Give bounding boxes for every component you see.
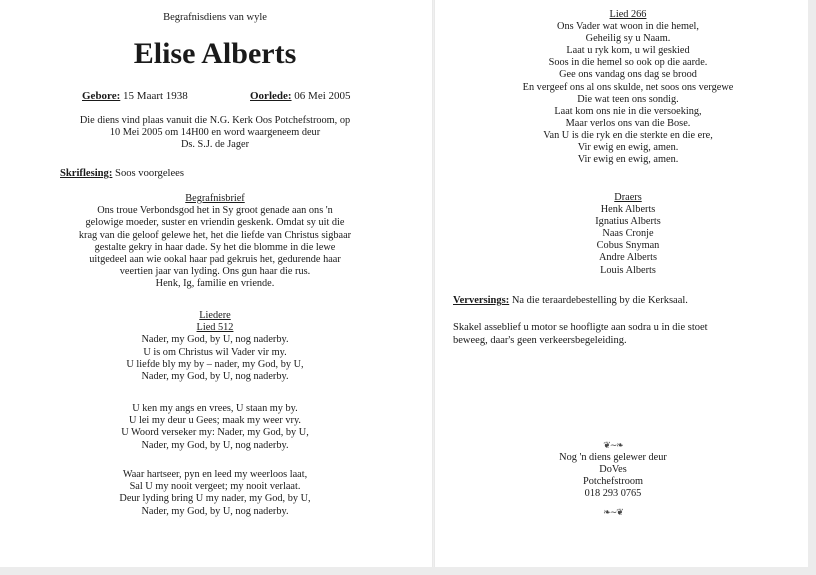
funeral-letter bbox=[0, 193, 430, 291]
letter-line: uitgedeel aan wie ookal haar pad gekruis het, gedurende haar bbox=[89, 254, 341, 266]
hymn-title: Lied 266 bbox=[609, 9, 647, 20]
songs-section bbox=[0, 310, 430, 383]
right-page bbox=[440, 0, 816, 575]
song-title: Lied 512 bbox=[196, 322, 234, 334]
bearer-name: Ignatius Alberts bbox=[595, 216, 661, 228]
song-line: U ken my angs en vrees, U staan my by. bbox=[132, 403, 298, 414]
undertaker-phone: 018 293 0765 bbox=[584, 488, 642, 500]
letter-line: gestalte gekry in haar dade. Sy het die blomme in die lewe bbox=[94, 241, 336, 253]
scan-edge-right bbox=[808, 0, 816, 575]
song-line: Deur lyding bring U my nader, my God, by U, bbox=[119, 493, 311, 505]
letter-line: gelowige moeder, suster en vriendin geskenk. Omdat sy uit die bbox=[85, 217, 345, 229]
hymn-line: Ons Vader wat woon in die hemel, bbox=[557, 21, 699, 33]
hymn-line: Soos in die hemel so ook op die aarde. bbox=[548, 57, 708, 69]
song-line: U is om Christus wil Vader vir my. bbox=[143, 346, 287, 358]
service-line: Ds. S.J. de Jager bbox=[180, 139, 250, 151]
hymn-section bbox=[440, 9, 816, 166]
traffic-notice bbox=[453, 321, 708, 347]
service-line: 10 Mei 2005 om 14H00 en word waargeneem deur bbox=[109, 127, 321, 139]
bearer-name: Louis Alberts bbox=[600, 264, 656, 276]
bearer-name: Henk Alberts bbox=[600, 204, 656, 216]
song-line: Sal U my nooit vergeet; my nooit verlaat. bbox=[129, 481, 301, 493]
letter-title: Begrafnisbrief bbox=[185, 193, 245, 204]
letter-line: Ons troue Verbondsgod het in Sy groot genade aan ons 'n bbox=[97, 205, 333, 217]
undertaker-footer bbox=[440, 452, 786, 500]
notice-line: Skakel asseblief u motor se hoofligte aan sodra u in die stoet bbox=[453, 322, 708, 333]
letter-line: veertien jaar van lyding. Ons gun haar die rus. bbox=[119, 266, 311, 278]
hymn-line: Vir ewig en ewig, amen. bbox=[577, 154, 679, 166]
song-line: Nader, my God, by U, nog naderby. bbox=[141, 371, 289, 383]
refreshments-label: Verversings: bbox=[453, 295, 510, 306]
song-line: U Woord verseker my: Nader, my God, by U, bbox=[121, 427, 309, 439]
notice-line: beweeg, daar's geen verkeersbegeleiding. bbox=[453, 335, 627, 346]
scan-edge-bottom bbox=[0, 567, 816, 575]
hymn-line: Van U is die ryk en die sterkte en die ere, bbox=[543, 129, 713, 141]
died-date bbox=[250, 90, 351, 102]
bearer-name: Cobus Snyman bbox=[596, 240, 660, 252]
page-fold bbox=[432, 0, 435, 575]
song-line: U lei my deur u Gees; maak my weer vry. bbox=[128, 415, 302, 427]
born-label: Gebore: bbox=[82, 90, 121, 102]
ornament-top-icon: ❦∼❧ bbox=[603, 440, 623, 450]
refreshments bbox=[453, 294, 688, 307]
bearer-name: Andre Alberts bbox=[598, 252, 658, 264]
deceased-name: Elise Alberts bbox=[133, 37, 297, 70]
hymn-line: Die wat teen ons sondig. bbox=[577, 93, 679, 105]
song-line: Nader, my God, by U, nog naderby. bbox=[141, 439, 289, 451]
bearer-name: Naas Cronje bbox=[602, 228, 654, 240]
bearers-section bbox=[440, 192, 816, 277]
song-verse-3 bbox=[0, 469, 430, 518]
hymn-line: Gee ons vandag ons dag se brood bbox=[559, 69, 697, 81]
hymn-line: Maar verlos ons van die Bose. bbox=[565, 117, 691, 129]
song-verse-2 bbox=[0, 403, 430, 452]
reading-label: Skriflesing: bbox=[60, 168, 113, 179]
refreshments-value: Na die teraardebestelling by die Kerksaal. bbox=[511, 295, 688, 306]
hymn-line: Geheilig sy u Naam. bbox=[585, 33, 671, 45]
service-details bbox=[0, 115, 430, 152]
born-value: 15 Maart 1938 bbox=[123, 90, 188, 102]
hymn-line: Laat u ryk kom, u wil geskied bbox=[566, 45, 690, 57]
died-value: 06 Mei 2005 bbox=[294, 90, 351, 102]
born-date bbox=[82, 90, 188, 102]
letter-line: Henk, Ig, familie en vriende. bbox=[155, 278, 275, 290]
letter-line: krag van die geloof gelewe het, het die liefde van Christus sigbaar bbox=[78, 229, 352, 241]
service-heading: Begrafnisdiens van wyle bbox=[163, 12, 267, 23]
songs-title: Liedere bbox=[199, 310, 231, 321]
song-line: Nader, my God, by U, nog naderby. bbox=[141, 334, 289, 346]
song-line: U liefde bly my by – nader, my God, by U, bbox=[126, 358, 304, 370]
died-label: Oorlede: bbox=[250, 90, 292, 102]
footer-line: Nog 'n diens gelewer deur bbox=[559, 452, 667, 463]
undertaker-town: Potchefstroom bbox=[582, 476, 644, 488]
hymn-line: Vir ewig en ewig, amen. bbox=[577, 142, 679, 154]
hymn-line: En vergeef ons al ons skulde, net soos ons vergewe bbox=[522, 81, 734, 93]
bearers-title: Draers bbox=[614, 192, 642, 203]
hymn-line: Laat kom ons nie in die versoeking, bbox=[554, 105, 702, 117]
song-line: Waar hartseer, pyn en leed my weerloos laat, bbox=[122, 469, 308, 480]
scripture-reading bbox=[60, 168, 184, 179]
ornament-bottom-icon: ❧∼❦ bbox=[603, 507, 623, 517]
undertaker-name: DoVes bbox=[599, 464, 627, 476]
song-line: Nader, my God, by U, nog naderby. bbox=[141, 505, 289, 517]
reading-value: Soos voorgelees bbox=[115, 168, 184, 179]
service-line: Die diens vind plaas vanuit die N.G. Kerk Oos Potchefstroom, op bbox=[79, 115, 351, 126]
